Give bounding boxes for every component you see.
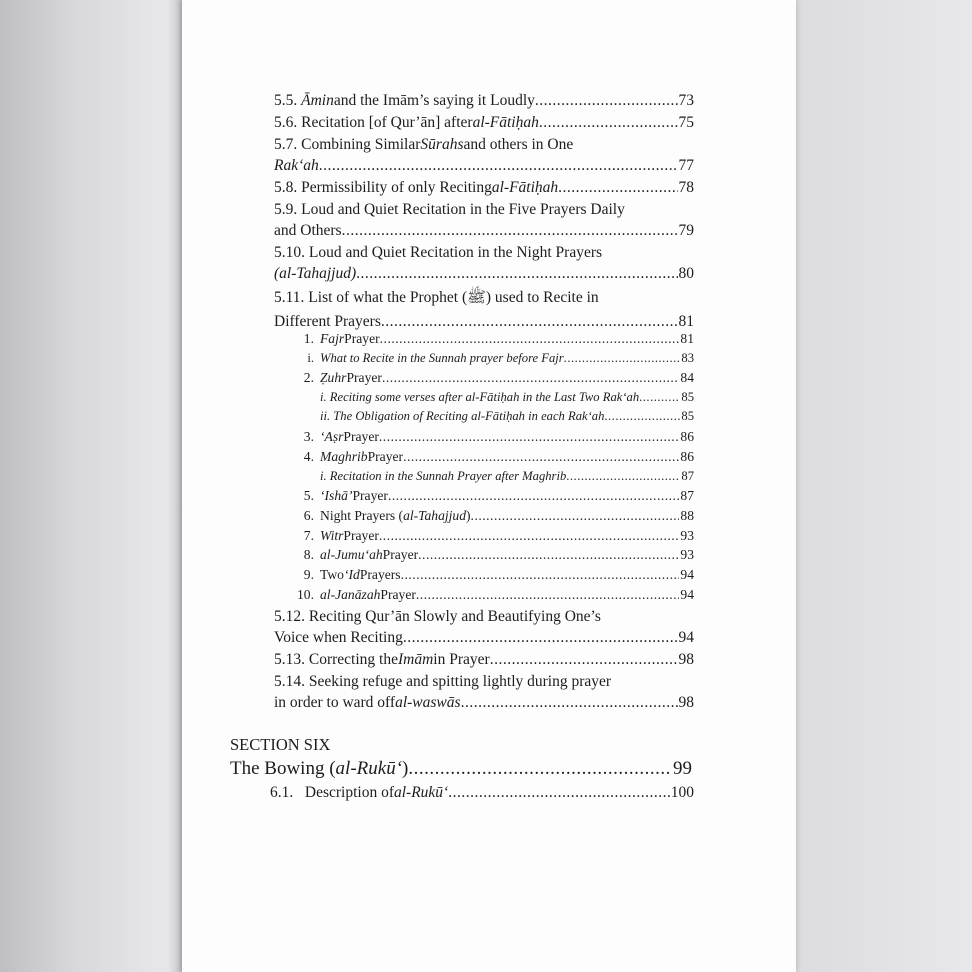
- dot-leader: [418, 547, 679, 563]
- entry-title-italic: al-Tahajjud: [403, 508, 467, 523]
- sub-entry-isha[interactable]: [292, 488, 694, 504]
- dot-leader: [342, 222, 678, 240]
- toc-entry-5-11[interactable]: [274, 287, 694, 331]
- entry-title-italic: al-Rukū‘: [393, 784, 449, 801]
- entry-title: Description of: [304, 784, 394, 801]
- dot-leader: [639, 390, 680, 405]
- page-number: 94: [678, 629, 694, 646]
- entry-title: Two: [320, 567, 344, 582]
- sub-entry-witr[interactable]: [292, 528, 694, 544]
- entry-title: 5.14. Seeking refuge and spitting lightly during prayer: [274, 673, 612, 690]
- page-number: 77: [678, 157, 694, 174]
- entry-title-italic: al-Fātiḥah: [491, 179, 559, 196]
- entry-title: and the Imām’s saying it Loudly: [333, 92, 535, 109]
- page-number: 87: [680, 488, 694, 503]
- entry-title: in order to ward off: [274, 694, 396, 711]
- page-number: 98: [678, 651, 694, 668]
- page-number: 83: [681, 351, 694, 365]
- sub-entry-maghrib[interactable]: [292, 449, 694, 465]
- page-number: 88: [680, 508, 694, 523]
- entry-title: 5.10. Loud and Quiet Recitation in the Night Prayers: [274, 244, 603, 261]
- entry-title: 5.12. Reciting Qur’ān Slowly and Beautifying One’s: [274, 608, 601, 625]
- dot-leader: [356, 265, 677, 283]
- dot-leader: [490, 651, 678, 669]
- dot-leader: [319, 157, 678, 175]
- entry-title: 5.11. List of what the Prophet (ﷺ) used to Recite in: [274, 289, 599, 306]
- sub-entry-zuhr[interactable]: [292, 370, 694, 386]
- entry-title-italic: Sūrahs: [420, 136, 464, 153]
- page-number: 87: [681, 469, 694, 483]
- dot-leader: [566, 469, 680, 484]
- entry-title-italic: Witr: [320, 528, 344, 543]
- sub-entry-night[interactable]: [292, 508, 694, 524]
- page-number: 93: [680, 547, 694, 562]
- sub-entry-asr[interactable]: [292, 429, 694, 445]
- entry-title-italic: Rak‘ah: [274, 157, 319, 174]
- entry-title-italic: Āmin: [301, 92, 334, 109]
- book-page: [182, 0, 796, 972]
- dot-leader: [380, 331, 680, 347]
- entry-title: Prayer: [382, 547, 419, 562]
- dot-leader: [403, 449, 679, 465]
- entry-number: 7.: [303, 528, 314, 543]
- sub-entry-zuhr-i[interactable]: [320, 390, 694, 405]
- entry-title-italic: al-Janāzah: [320, 587, 381, 602]
- entry-number: i.: [307, 351, 314, 365]
- dot-leader: [382, 370, 679, 386]
- page-number: 86: [680, 429, 694, 444]
- page-number: 84: [680, 370, 694, 385]
- entry-title-italic: What to Recite in the Sunnah prayer before Fajr: [320, 351, 564, 365]
- section-title-italic: al-Rukū‘: [335, 758, 403, 779]
- sub-entry-janazah[interactable]: [292, 587, 694, 603]
- entry-title: Prayer: [352, 488, 388, 503]
- dot-leader: [564, 351, 681, 366]
- entry-title: Night Prayers (: [320, 508, 404, 523]
- entry-title: Prayer: [346, 370, 382, 385]
- toc-entry-5-8[interactable]: [274, 179, 694, 197]
- entry-title: Prayer: [380, 587, 416, 602]
- entry-title-italic: i. Reciting some verses after al-Fātiḥah in the Last Two Rak‘ah: [320, 390, 640, 404]
- dot-leader: [604, 409, 680, 424]
- page-number: 86: [680, 449, 694, 464]
- entry-title: 5.8. Permissibility of only Reciting: [274, 179, 492, 196]
- entry-title: and Others: [274, 222, 342, 239]
- page-number: 75: [678, 114, 694, 131]
- sub-entry-maghrib-i[interactable]: [320, 469, 694, 484]
- entry-title-italic: Maghrib: [320, 449, 368, 464]
- entry-title-italic: al-Jumu‘ah: [320, 547, 383, 562]
- page-number: 85: [681, 409, 694, 423]
- entry-title: Voice when Reciting: [274, 629, 403, 646]
- entry-title-italic: ‘Ishā’: [320, 488, 353, 503]
- entry-number: 8.: [303, 547, 314, 562]
- entry-title-italic: Fajr: [320, 331, 345, 346]
- entry-title-italic: ‘Id: [343, 567, 360, 582]
- dot-leader: [401, 567, 680, 583]
- entry-title-italic: Imām: [397, 651, 434, 668]
- section-title-text: The Bowing (: [230, 758, 336, 779]
- entry-title: Prayers: [359, 567, 401, 582]
- entry-title: 5.7. Combining Similar: [274, 136, 421, 153]
- dot-leader: [448, 784, 670, 802]
- dot-leader: [379, 429, 680, 445]
- entry-title-italic: al-waswās: [395, 694, 461, 711]
- entry-title: 5.9. Loud and Quiet Recitation in the Five Prayers Daily: [274, 201, 625, 218]
- dot-leader: [461, 694, 678, 712]
- toc-entry-5-5[interactable]: [274, 92, 694, 110]
- page-number: 78: [678, 179, 694, 196]
- entry-title: in Prayer: [433, 651, 490, 668]
- entry-number: 4.: [303, 449, 314, 464]
- entry-number: 6.1.: [270, 784, 294, 801]
- entry-number: 5.: [303, 488, 314, 503]
- page-number: 80: [678, 265, 694, 282]
- page-number: 79: [678, 222, 694, 239]
- page-number: 93: [680, 528, 694, 543]
- sub-entry-jumuah[interactable]: [292, 547, 694, 563]
- page-number: 81: [680, 331, 694, 346]
- entry-number: 1.: [303, 331, 314, 346]
- dot-leader: [558, 179, 677, 197]
- dot-leader: [388, 488, 679, 504]
- toc-entry-5-12[interactable]: [274, 608, 694, 647]
- entry-title: Prayer: [343, 528, 379, 543]
- sub-entry-zuhr-ii[interactable]: [320, 409, 694, 424]
- entry-title: Prayer: [367, 449, 404, 464]
- entry-title-italic: ‘Aṣr: [320, 429, 344, 444]
- section-title-text: ): [402, 758, 409, 779]
- entry-title-italic: Ẓuhr: [320, 370, 347, 385]
- entry-title: and others in One: [463, 136, 574, 153]
- dot-leader: [379, 528, 680, 544]
- toc-entry-5-10[interactable]: [274, 244, 694, 283]
- dot-leader: [471, 508, 680, 524]
- page-number: 100: [670, 784, 694, 801]
- sub-entry-fajr-sunnah[interactable]: [292, 351, 694, 366]
- page-number: 73: [678, 92, 694, 109]
- entry-title-italic: al-Fātiḥah: [472, 114, 539, 131]
- entry-number: 6.: [303, 508, 314, 523]
- entry-number: 5.5.: [274, 92, 298, 109]
- dot-leader: [408, 758, 672, 780]
- entry-title-italic: i. Recitation in the Sunnah Prayer after Maghrib: [320, 469, 567, 483]
- dot-leader: [539, 114, 678, 132]
- toc-entry-5-6[interactable]: [274, 114, 694, 132]
- page-number: 94: [680, 567, 694, 582]
- section-title[interactable]: [230, 758, 692, 780]
- entry-title: Prayer: [344, 331, 380, 346]
- page-number: 81: [678, 313, 694, 330]
- background-right: [796, 0, 972, 972]
- dot-leader: [416, 587, 680, 603]
- toc-entry-5-7[interactable]: [274, 136, 694, 175]
- sub-entry-id[interactable]: [292, 567, 694, 583]
- page-number: 98: [678, 694, 694, 711]
- entry-title-italic: ii. The Obligation of Reciting al-Fātiḥah in each Rak‘ah: [320, 409, 605, 423]
- section-label: SECTION SIX: [230, 735, 331, 754]
- dot-leader: [403, 629, 678, 647]
- page-number: 99: [673, 758, 692, 779]
- entry-number: 3.: [303, 429, 314, 444]
- page-number: 94: [680, 587, 694, 602]
- entry-title: ): [466, 508, 471, 523]
- page-number: 85: [681, 390, 694, 404]
- entry-title: 5.6. Recitation [of Qur’ān] after: [274, 114, 473, 131]
- entry-number: 10.: [297, 587, 314, 602]
- entry-title: Prayer: [343, 429, 379, 444]
- entry-title-italic: (al-Tahajjud): [274, 265, 357, 282]
- dot-leader: [535, 92, 678, 110]
- entry-number: 2.: [303, 370, 314, 385]
- toc-entry-5-13[interactable]: [274, 651, 694, 669]
- toc-entry-6-1[interactable]: [270, 784, 694, 802]
- toc-entry-5-14[interactable]: [274, 673, 694, 712]
- sub-entry-fajr[interactable]: [292, 331, 694, 347]
- entry-number: 9.: [303, 567, 314, 582]
- dot-leader: [381, 313, 678, 331]
- toc-entry-5-9[interactable]: [274, 201, 694, 240]
- entry-title: Different Prayers: [274, 313, 381, 330]
- entry-title: 5.13. Correcting the: [274, 651, 398, 668]
